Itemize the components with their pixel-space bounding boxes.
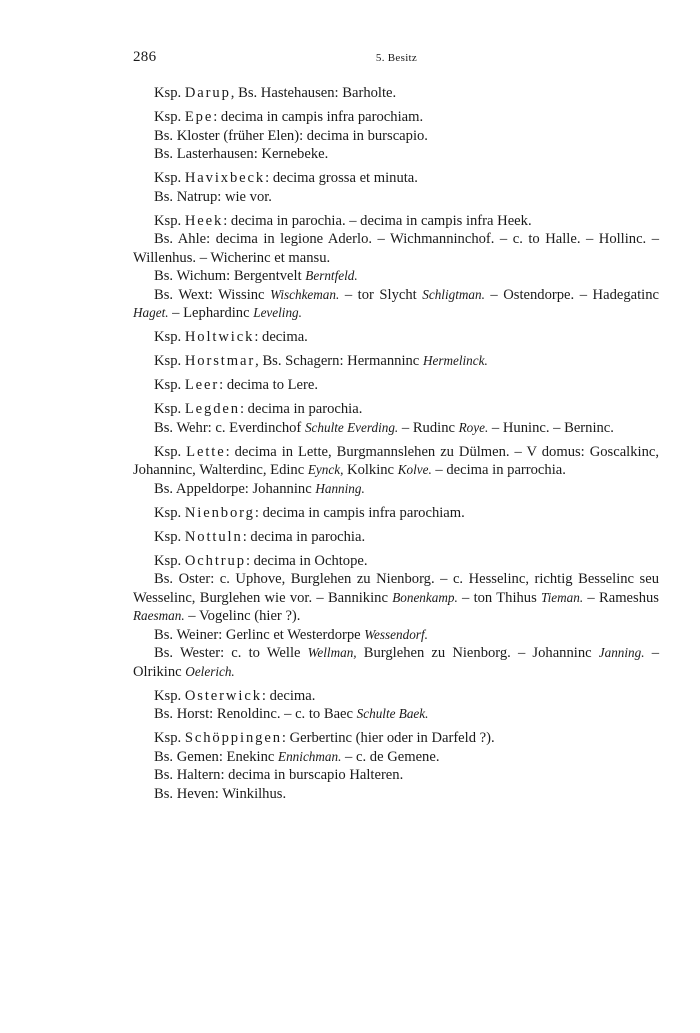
parish-name: Ochtrup [184,552,246,569]
entry-text: Ksp. [154,329,185,345]
entry-paragraph [133,785,659,804]
entry-text: – Olrikinc [133,645,659,680]
entry-text: Ksp. [154,109,185,125]
farm-name-italic: Wessendorf. [364,626,428,642]
entry-paragraph [133,352,659,371]
entry-paragraph [133,419,659,438]
entry-text: , Bs. Schagern: Hermanninc [255,353,423,369]
entry-text: – tor Slycht [339,286,423,303]
parish-name: Heek [184,212,224,229]
entry-text: Bs. Ahle: decima in legione Aderlo. – Wichmanninchof. – c. to Halle. – Hollinc. – Willenhus. – Wicherinc et mansu. [133,231,659,266]
entry-paragraph [133,108,659,127]
entry-paragraph [133,400,659,419]
entry-text: : decima. [254,329,308,345]
entry-text: – ton Thihus [457,589,542,606]
entry-text: : decima grossa et minuta. [265,170,418,186]
entry-text: Burglehen zu Nienborg. – Johanninc [356,645,599,661]
parish-name: Lette [186,443,226,460]
entry-paragraph [133,188,659,207]
entry-paragraph [133,212,659,231]
entry-paragraph [133,328,659,347]
entry-text: : Gerbertinc (hier oder in Darfeld ?). [281,730,495,746]
entry-text: – Huninc. – Berninc. [488,419,614,436]
entry-text: Ksp. [154,687,185,704]
entry-paragraph [133,748,659,767]
entry-text: : decima in parochia. [239,401,363,417]
entry-text: : decima in Ochtope. [245,552,368,569]
entry-paragraph [133,230,659,267]
entry-text: – Rudinc [398,419,459,436]
entry-text: Ksp. [154,730,185,746]
entry-text: – Vogelinc (hier ?). [184,608,301,624]
parish-name: Schöppingen [184,730,282,746]
entry-paragraph [133,127,659,146]
entry-text: Ksp. [154,401,185,417]
entry-text: Bs. Wext: Wissinc [154,286,271,303]
farm-name-italic: Leveling. [253,305,302,320]
farm-name-italic: Roye. [458,419,489,435]
entry-text: – decima in parrochia. [431,462,566,478]
entry-text: Ksp. [154,528,185,545]
entry-text: Bs. Oster: c. Uphove, Burglehen zu Nienborg. – c. Hesselinc, richtig Besselinc seu Wesselinc, Burglehen wie vor. – Bannikinc [133,571,659,606]
entry-text: – Lephardinc [168,305,254,321]
running-head: 5. Besitz [375,52,418,64]
farm-name-italic: Wellman, [307,645,357,660]
entry-paragraph [133,84,659,103]
entry-text: Bs. Lasterhausen: Kernebeke. [154,146,329,162]
entry-paragraph [133,145,659,164]
farm-name-italic: Hermelinck. [422,353,488,368]
entry-text: Bs. Natrup: wie vor. [154,188,272,205]
entry-text: Kolkinc [343,462,398,478]
entry-text: Ksp. [154,170,185,186]
farm-name-italic: Berntfeld. [305,268,358,283]
entry-text: Bs. Wichum: Bergentvelt [154,268,306,284]
farm-name-italic: Tieman. [541,589,584,605]
entry-text: Bs. Appeldorpe: Johanninc [154,480,316,497]
entry-paragraph [133,552,659,571]
entry-text: : decima. [261,687,316,704]
farm-name-italic: Schligtman. [422,286,485,302]
farm-name-italic: Kolve. [397,462,432,477]
farm-name-italic: Bonenkamp. [392,589,458,605]
entry-text: : decima to Lere. [219,377,319,393]
entry-text: Ksp. [154,377,185,393]
parish-name: Darup [184,85,231,101]
entry-text: – Ostendorpe. – Hadegatinc [484,286,660,303]
page-number: 286 [133,49,157,65]
entry-text: Bs. Wehr: c. Everdinchof [154,419,305,436]
entry-text: : decima in campis infra parochiam. [254,504,465,521]
entry-paragraph [133,528,659,547]
entry-paragraph [133,376,659,395]
entry-paragraph [133,626,659,645]
parish-name: Nottuln [184,528,243,545]
entry-text: Bs. Kloster (früher Elen): decima in burscapio. [154,127,428,144]
farm-name-italic: Janning. [598,645,645,660]
entry-text: Ksp. [154,212,185,229]
entry-text: : decima in campis infra parochiam. [213,109,424,125]
farm-name-italic: Haget. [133,305,169,320]
entry-text: , Bs. Hastehausen: Barholte. [230,85,397,101]
parish-name: Havixbeck [184,170,266,186]
farm-name-italic: Eynck, [307,462,344,477]
entry-text: Bs. Weiner: Gerlinc et Westerdorpe [154,626,365,643]
entry-paragraph [133,570,659,626]
entry-text: Ksp. [154,443,187,460]
entry-text: Bs. Gemen: Enekinc [154,748,279,765]
farm-name-italic: Wischkeman. [270,286,340,302]
entry-paragraph [133,504,659,523]
entry-text: Ksp. [154,552,185,569]
entry-text: : decima in parochia. [242,528,366,545]
entry-text: Ksp. [154,504,185,521]
entry-paragraph [133,729,659,748]
parish-name: Leer [184,377,220,393]
farm-name-italic: Schulte Baek. [356,706,429,721]
farm-name-italic: Oelerich. [185,663,235,679]
entry-paragraph [133,286,659,323]
farm-name-italic: Ennichman. [278,748,342,764]
entry-paragraph [133,705,659,724]
entry-text: : decima in Lette, Burgmannslehen zu Dülmen. – V domus: Goscalkinc, Johanninc, Walterdinc, Edinc [133,443,659,478]
parish-name: Legden [184,401,240,417]
entry-text: Ksp. [154,353,185,369]
entry-paragraph [133,480,659,499]
entry-text: Bs. Wester: c. to Welle [154,645,308,661]
entry-text: : decima in parochia. – decima in campis infra Heek. [223,212,532,229]
entry-text: – c. de Gemene. [341,748,440,765]
farm-name-italic: Hanning. [315,480,365,496]
farm-name-italic: Raesman. [133,608,185,623]
entry-paragraph [133,766,659,785]
parish-name: Holtwick [184,329,255,345]
parish-name: Nienborg [184,504,255,521]
page-body [133,84,659,803]
parish-name: Epe [184,109,214,125]
entry-text: Ksp. [154,85,185,101]
parish-name: Horstmar [184,353,256,369]
entry-text: – Rameshus [583,589,659,606]
farm-name-italic: Schulte Everding. [304,419,399,435]
entry-paragraph [133,443,659,480]
entry-paragraph [133,644,659,681]
entry-paragraph [133,267,659,286]
entry-paragraph [133,687,659,706]
parish-name: Osterwick [184,687,262,704]
entry-text: Bs. Haltern: decima in burscapio Halteren. [154,767,404,783]
entry-text: Bs. Horst: Renoldinc. – c. to Baec [154,706,357,722]
entry-paragraph [133,169,659,188]
entry-text: Bs. Heven: Winkilhus. [154,785,287,802]
